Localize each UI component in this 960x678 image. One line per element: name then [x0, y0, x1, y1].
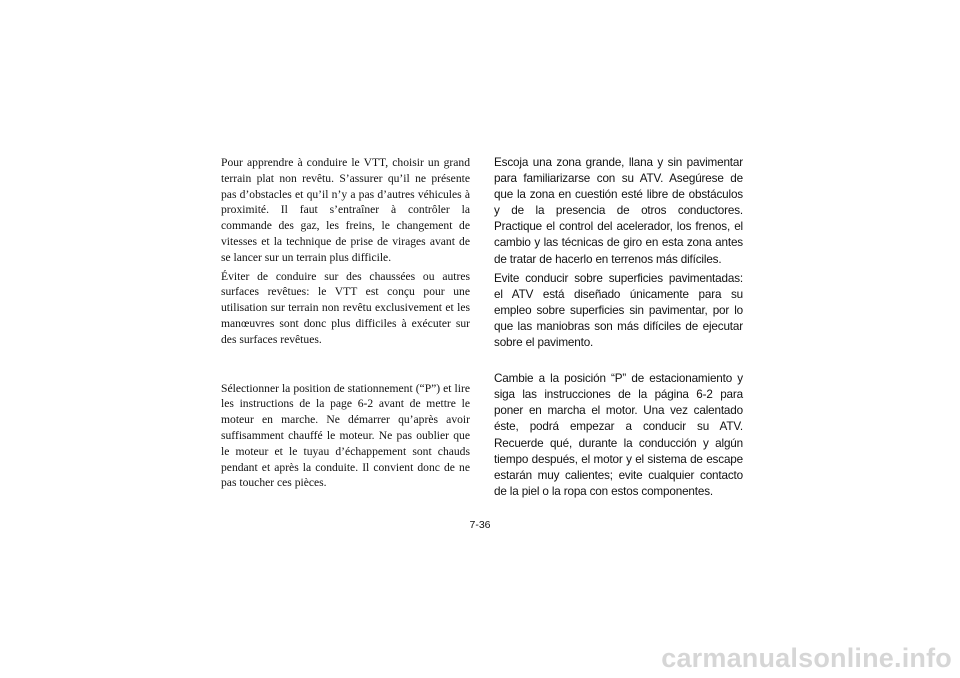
- french-paragraph-2: Éviter de conduire sur des chaussées ou autres surfaces revêtues: le VTT est conçu pour une utilisation sur terrain non revêtu exclusivement et les manœuvres sont donc plus difficiles à exécuter sur des surfaces revêtues.: [221, 269, 470, 346]
- french-paragraph-1: Pour apprendre à conduire le VTT, choisir un grand terrain plat non revêtu. S’assurer qu’il ne présente pas d’obstacles et qu’il n’y a pas d’autres véhicules à proximité. Il faut s’entraîner à contrôler la commande des gaz, les freins, le changement de vitesses et la technique de prise de virages avant de se lancer sur un terrain plus difficile.: [221, 156, 470, 264]
- section-gap: [221, 351, 470, 381]
- french-paragraph-3: Sélectionner la position de stationnement (“P”) et lire les instructions de la page 6-2 avant de mettre le moteur en marche. Ne démarrer qu’après avoir suffisamment chauffé le moteur. Ne pas oublier que le moteur et le tuyau d’échappement sont chauds pendant et après la conduite. Il convient donc de ne pas toucher ces pièces.: [221, 381, 470, 490]
- watermark-text: carmanualsonline.info: [661, 643, 952, 673]
- spanish-column: [494, 155, 743, 503]
- spanish-paragraph-3: Cambie a la posición “P” de estacionamiento y siga las instrucciones de la página 6-2 para poner en marcha el motor. Una vez calentado éste, podrá empezar a conducir su ATV. Recuerde qué, durante la conducción y algún tiempo después, el motor y el sistema de escape estarán muy calientes; evite cualquier contacto de la piel o la ropa con estos componentes.: [494, 372, 743, 498]
- section-gap: [494, 354, 743, 371]
- page-number: 7-36: [469, 519, 491, 531]
- french-column: [221, 155, 470, 494]
- spanish-paragraph-1: Escoja una zona grande, llana y sin pavimentar para familiarizarse con su ATV. Asegúrese de que la zona en cuestión esté libre de obstáculos y de la presencia de otros conductores. Practique el control del acelerador, los frenos, el cambio y las técnicas de giro en esta zona antes de tratar de hacerlo en terrenos más difíciles.: [494, 156, 743, 266]
- spanish-paragraph-2: Evite conducir sobre superficies pavimentadas: el ATV está diseñado únicamente para su empleo sobre superficies sin pavimentar, por lo que las maniobras son más difíciles de ejecutar sobre el pavimento.: [494, 271, 743, 350]
